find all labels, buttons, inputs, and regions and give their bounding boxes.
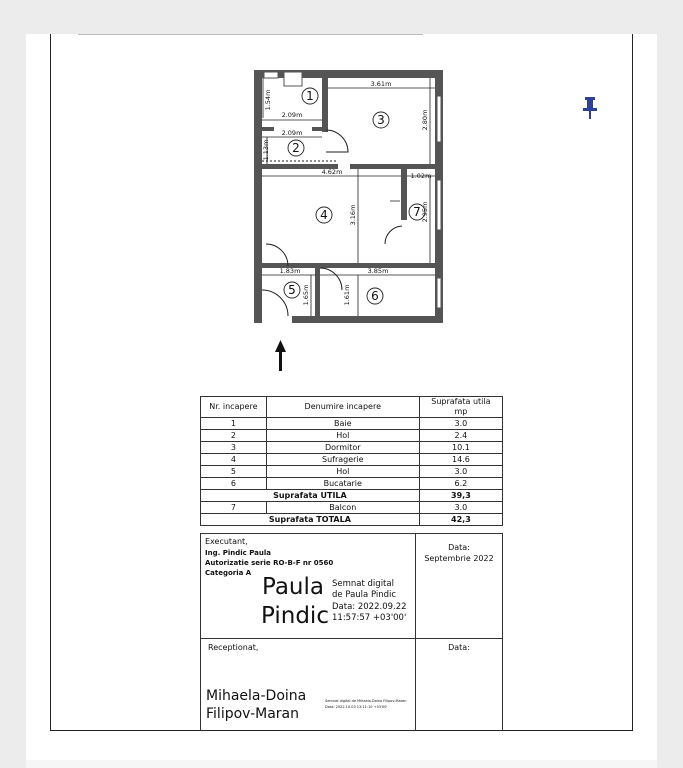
entrance-arrow (275, 340, 286, 371)
total-value: 42,3 (419, 514, 502, 526)
table-row (201, 442, 503, 454)
row-name: Balcon (266, 502, 419, 514)
dim-385: 3.85m (367, 267, 389, 275)
receptionat-small-2: Data: 2022.10.03 13:11:10 +03'00' (325, 705, 388, 709)
row-name: Sufragerie (266, 454, 419, 466)
row-area: 10.1 (419, 442, 502, 454)
executant-name: Ing. Pindic Paula (205, 549, 271, 557)
row-area: 6.2 (419, 478, 502, 490)
pin-icon[interactable] (581, 96, 599, 120)
col-header-area: Suprafata utila mp (419, 397, 502, 418)
digital-sign-line-4: 11:57:57 +03'00' (332, 613, 407, 623)
table-row (201, 418, 503, 430)
executant-label: Executant, (205, 537, 248, 546)
dim-361: 3.61m (370, 80, 392, 88)
dim-113: 1.13m (262, 139, 270, 161)
room-1-label: 1 (306, 89, 314, 103)
row-area: 3.0 (419, 466, 502, 478)
receptionat-name-1: Mihaela-Doina (206, 688, 307, 704)
table-row (201, 454, 503, 466)
signature-last-name: Pindic (261, 603, 329, 629)
digital-sign-line-3: Data: 2022.09.22 (332, 602, 407, 612)
col-header-nr: Nr. incapere (201, 397, 267, 418)
dim-154: 1.54m (264, 89, 272, 111)
row-name: Hol (266, 466, 419, 478)
dim-102: 1.02m (410, 172, 432, 180)
dim-161: 1.61m (343, 284, 351, 306)
row-nr: 3 (201, 442, 267, 454)
util-value: 39,3 (419, 490, 502, 502)
dim-209b: 2.09m (281, 129, 303, 137)
row-name: Hol (266, 430, 419, 442)
executant-date-value: Septembrie 2022 (424, 554, 494, 563)
total-row (201, 514, 503, 526)
receptionat-date-label: Data: (448, 643, 470, 652)
receptionat-small-1: Semnat digital de Mihaela-Doina Filipov-Maran (325, 699, 407, 703)
executant-category: Categoria A (205, 569, 252, 577)
digital-sign-line-1: Semnat digital (332, 579, 394, 589)
row-area: 14.6 (419, 454, 502, 466)
dim-295: 2.95m (421, 201, 429, 223)
row-nr: 4 (201, 454, 267, 466)
table-row (201, 478, 503, 490)
dim-183: 1.83m (279, 267, 301, 275)
signature-first-name: Paula (262, 574, 324, 600)
next-page-edge (26, 760, 657, 768)
row-area: 2.4 (419, 430, 502, 442)
room-2-label: 2 (292, 141, 300, 155)
receptionat-name-2: Filipov-Maran (206, 706, 299, 722)
room-3-label: 3 (377, 113, 385, 127)
col-header-name: Denumire incapere (266, 397, 419, 418)
row-area: 3.0 (419, 502, 502, 514)
row-nr: 7 (201, 502, 267, 514)
room-7-label: 7 (413, 205, 421, 219)
row-nr: 1 (201, 418, 267, 430)
row-nr: 2 (201, 430, 267, 442)
row-nr: 5 (201, 466, 267, 478)
row-name: Dormitor (266, 442, 419, 454)
table-row (201, 502, 503, 514)
receptionat-label: Receptionat, (208, 643, 259, 652)
dim-165: 1.65m (302, 284, 310, 306)
digital-sign-line-2: de Paula Pindic (332, 590, 397, 600)
executant-date-label: Data: (448, 543, 470, 552)
row-nr: 6 (201, 478, 267, 490)
util-label: Suprafata UTILA (201, 490, 420, 502)
room-5-label: 5 (288, 283, 296, 297)
util-row (201, 490, 503, 502)
executant-authorization: Autorizatie serie RO-B-F nr 0560 (205, 559, 334, 567)
row-name: Baie (266, 418, 419, 430)
dim-462: 4.62m (321, 168, 343, 176)
room-table (200, 396, 503, 526)
dim-209a: 2.09m (281, 111, 303, 119)
dim-280: 2.80m (421, 109, 429, 131)
table-row (201, 466, 503, 478)
row-name: Bucatarie (266, 478, 419, 490)
room-4-label: 4 (320, 208, 328, 222)
room-6-label: 6 (371, 289, 379, 303)
table-row (201, 430, 503, 442)
total-label: Suprafata TOTALA (201, 514, 420, 526)
dim-316: 3.16m (349, 204, 357, 226)
row-area: 3.0 (419, 418, 502, 430)
